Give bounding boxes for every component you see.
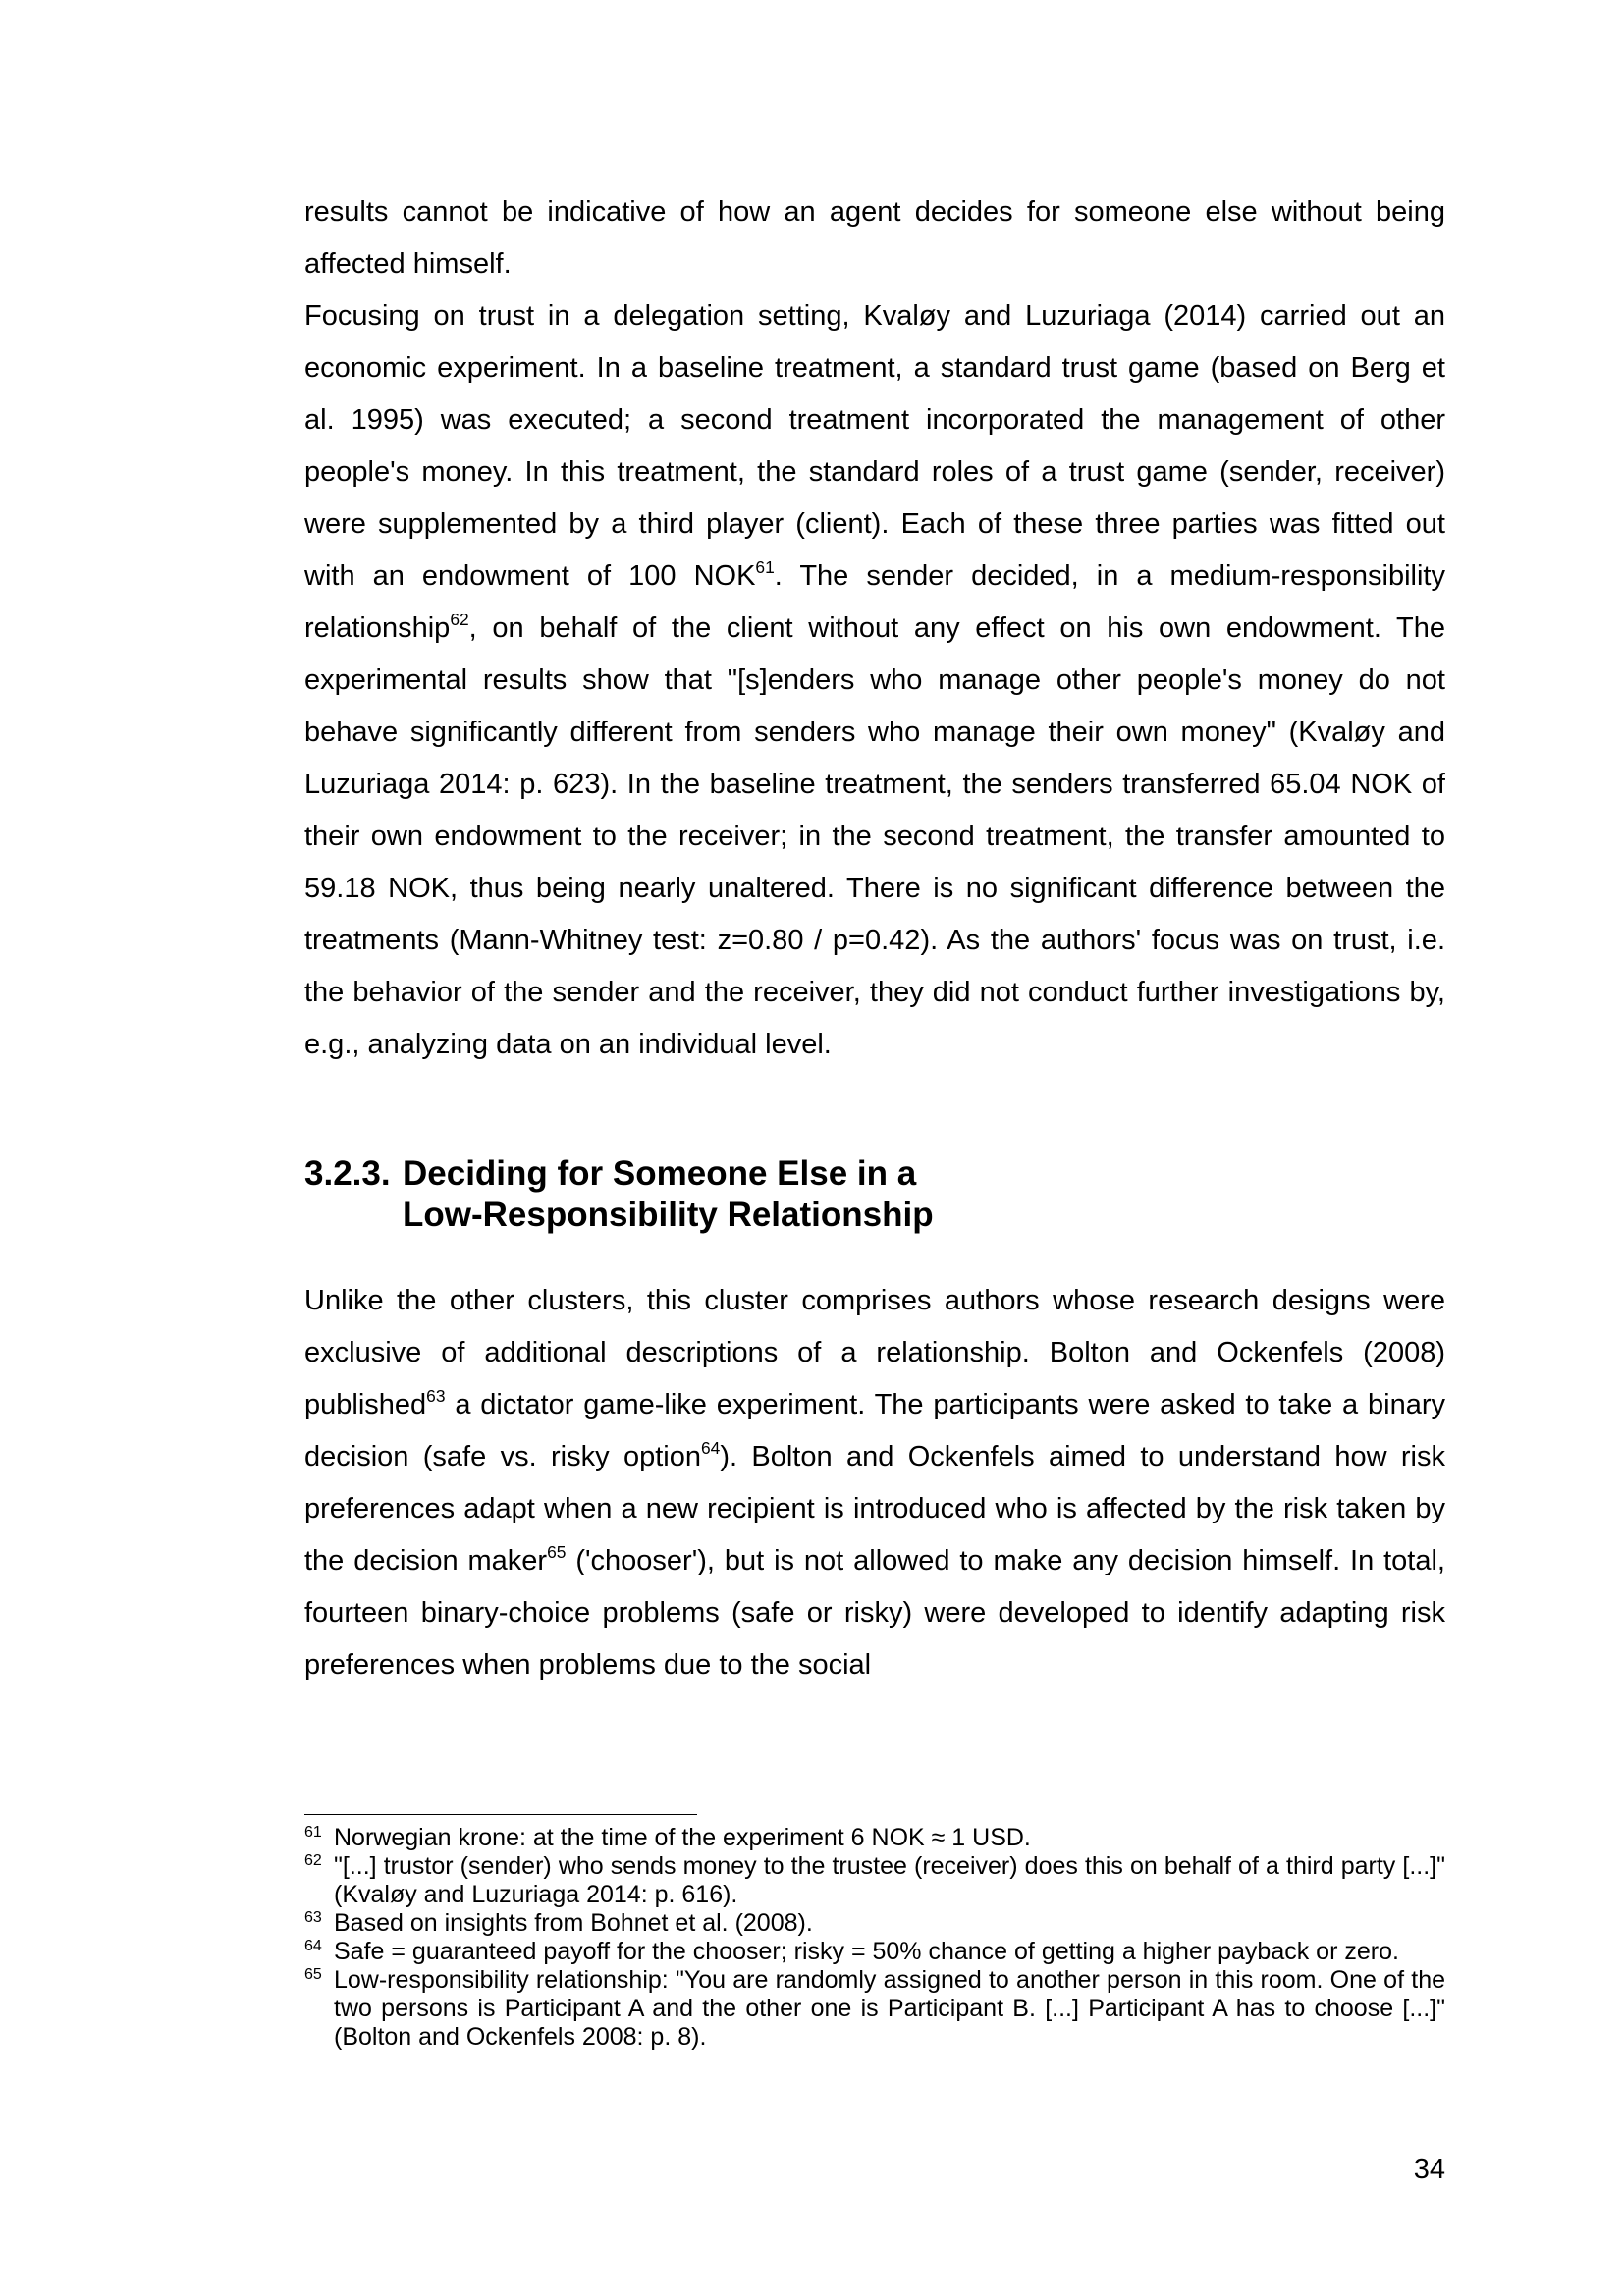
footnote-separator [304, 1814, 697, 1815]
footnote-mark: 63 [304, 1909, 322, 1926]
section-number: 3.2.3. [304, 1154, 391, 1193]
section-heading [304, 1153, 1445, 1236]
paragraph-continuation: results cannot be indicative of how an agent decides for someone else without being affected himself. [304, 196, 1445, 280]
footnote-61: 61 Norwegian krone: at the time of the experiment 6 NOK ≈ 1 USD. [304, 1824, 1445, 1852]
footnote-ref-62[interactable]: 62 [450, 609, 469, 629]
footnote-mark: 61 [304, 1824, 322, 1841]
footnote-mark: 64 [304, 1938, 322, 1954]
footnote-63: 63 Based on insights from Bohnet et al. (2008). [304, 1909, 1445, 1938]
footnote-65: 65 Low-responsibility relationship: "You are randomly assigned to another person in this room. One of the two persons is Participant A and the other one is Participant B. [...] Participant A has to choose [...]" (Bolton and Ockenfels 2008: p. 8). [304, 1966, 1445, 2052]
footnote-ref-65[interactable]: 65 [547, 1541, 567, 1562]
page-number: 34 [1413, 2154, 1445, 2185]
paragraph-kvaloy-luzuriaga: Focusing on trust in a delegation setting, Kvaløy and Luzuriaga (2014) carried out an economic experiment. In a baseline treatment, a standard trust game (based on Berg et al. 1995) was executed; a second treatment incorporated the management of other people's money. In this treatment, the standard roles of a trust game (sender, receiver) were supplemented by a third player (client). Each of these three parties was fitted out with an endowment of 100 NOK$^{61}$. The sender decided, in a medium-responsibility relationship$^{62}$, on behalf of the client without any effect on his own endowment. The experimental results show that "[s]enders who manage other people's money do not behave significantly different from senders who manage their own money" (Kvaløy and Luzuriaga 2014: p. 623). In the baseline treatment, the senders transferred 65.04 NOK of their own endowment to the receiver; in the second treatment, the transfer amounted to 59.18 NOK, thus being nearly unaltered. There is no significant difference between the treatments (Mann-Whitney test: z=0.80 / p=0.42). As the authors' focus was on trust, i.e. the behavior of the sender and the receiver, they did not conduct further investigations by, e.g., analyzing data on an individual level. [304, 300, 1445, 1060]
footnote-ref-64[interactable]: 64 [700, 1437, 721, 1458]
section-title-line2: Low-Responsibility Relationship [403, 1196, 934, 1234]
footnote-mark: 62 [304, 1852, 322, 1869]
footnotes [304, 1824, 1445, 2052]
footnote-62: 62 "[...] trustor (sender) who sends money to the trustee (receiver) does this on behalf of a third party [...]" (Kvaløy and Luzuriaga 2014: p. 616). [304, 1852, 1445, 1909]
footnote-mark: 65 [304, 1966, 322, 1983]
footnote-ref-61[interactable]: 61 [755, 557, 775, 577]
page-body [304, 187, 1445, 1691]
paragraph-bolton-ockenfels: Unlike the other clusters, this cluster comprises authors whose research designs were exclusive of additional descriptions of a relationship. Bolton and Ockenfels (2008) published$^{63}$ a dictator game-like experiment. The participants were asked to take a binary decision (safe vs. risky option$^{64}$). Bolton and Ockenfels aimed to understand how risk preferences adapt when a new recipient is introduced who is affected by the risk taken by the decision maker$^{65}$ ('chooser'), but is not allowed to make any decision himself. In total, fourteen binary-choice problems (safe or risky) were developed to identify adapting risk preferences when problems due to the social [304, 1285, 1445, 1681]
section-title-line1: Deciding for Someone Else in a [403, 1154, 917, 1193]
footnote-ref-63[interactable]: 63 [426, 1385, 446, 1406]
footnote-64: 64 Safe = guaranteed payoff for the chooser; risky = 50% chance of getting a higher payback or zero. [304, 1938, 1445, 1966]
